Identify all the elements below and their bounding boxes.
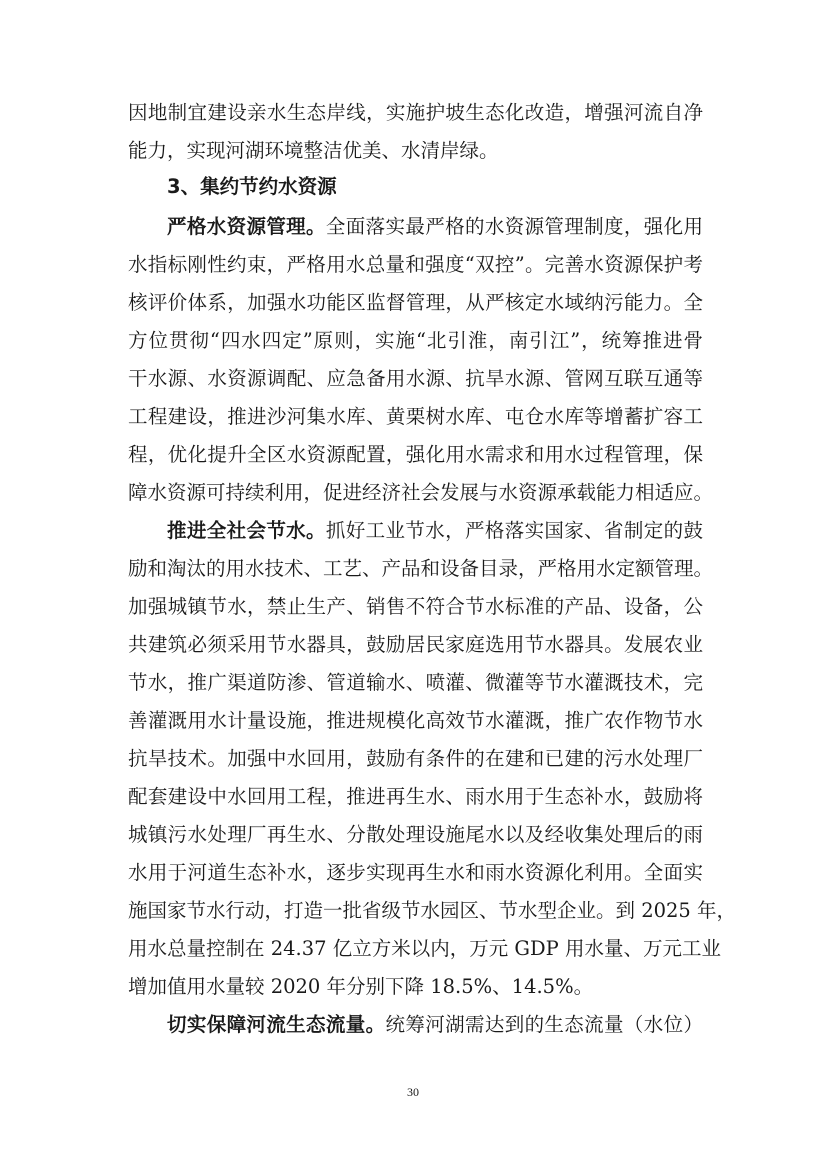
paragraph-3-line-8: 配套建设中水回用工程，推进再生水、雨水用于生态补水，鼓励将: [128, 785, 703, 808]
paragraph-3-line-2: 励和淘汰的用水技术、工艺、产品和设备目录，严格用水定额管理。: [128, 557, 714, 580]
paragraph-2-line-3: 核评价体系，加强水功能区监督管理，从严核定水域纳污能力。全: [128, 291, 703, 314]
paragraph-3-line-4: 共建筑必须采用节水器具，鼓励居民家庭选用节水器具。发展农业: [128, 633, 703, 656]
paragraph-2-line-5: 干水源、水资源调配、应急备用水源、抗旱水源、管网互联互通等: [128, 367, 703, 390]
paragraph-3-line-5: 节水，推广渠道防渗、管道输水、喷灌、微灌等节水灌溉技术，完: [128, 671, 703, 694]
paragraph-3-line-7: 抗旱技术。加强中水回用，鼓励有条件的在建和已建的污水处理厂: [128, 747, 703, 770]
paragraph-3-line-9: 城镇污水处理厂再生水、分散处理设施尾水以及经收集处理后的雨: [128, 823, 703, 846]
paragraph-3-line-10: 水用于河道生态补水，逐步实现再生水和雨水资源化利用。全面实: [128, 861, 703, 884]
paragraph-3-line-13: 增加值用水量较 2020 年分别下降 18.5%、14.5%。: [128, 975, 594, 998]
paragraph-4-first-line-text: 统筹河湖需达到的生态流量（水位）: [385, 1013, 703, 1036]
paragraph-2-line-8: 障水资源可持续利用，促进经济社会发展与水资源承载能力相适应。: [128, 481, 714, 504]
paragraph-3-line-3: 加强城镇节水，禁止生产、销售不符合节水标准的产品、设备，公: [128, 595, 703, 618]
paragraph-2-first-line-text: 全面落实最严格的水资源管理制度，强化用: [325, 215, 703, 238]
paragraph-1-line-1: 因地制宜建设亲水生态岸线，实施护坡生态化改造，增强河流自净: [128, 101, 703, 124]
paragraph-2-line-2: 水指标刚性约束，严格用水总量和强度“双控”。完善水资源保护考: [128, 253, 703, 276]
paragraph-3-line-12: 用水总量控制在 24.37 亿立方米以内，万元 GDP 用水量、万元工业: [128, 937, 721, 960]
paragraph-1-line-2: 能力，实现河湖环境整洁优美、水清岸绿。: [128, 139, 499, 162]
paragraph-2-line-1: [167, 212, 703, 242]
paragraph-4-lead: 切实保障河流生态流量。: [167, 1013, 386, 1036]
paragraph-2-lead: 严格水资源管理。: [167, 215, 326, 238]
section-heading: 3、集约节约水资源: [167, 175, 337, 198]
paragraph-3-line-11: 施国家节水行动，打造一批省级节水园区、节水型企业。到 2025 年，: [128, 899, 737, 922]
paragraph-3-line-1: [167, 516, 703, 546]
paragraph-3-lead: 推进全社会节水。: [167, 519, 326, 542]
paragraph-3-line-6: 善灌溉用水计量设施，推进规模化高效节水灌溉，推广农作物节水: [128, 709, 703, 732]
paragraph-4-line-1: [167, 1010, 703, 1040]
page-number: 30: [407, 1085, 419, 1099]
paragraph-3-first-line-text: 抓好工业节水，严格落实国家、省制定的鼓: [325, 519, 703, 542]
paragraph-2-line-6: 工程建设，推进沙河集水库、黄栗树水库、屯仓水库等增蓄扩容工: [128, 405, 703, 428]
paragraph-2-line-4: 方位贯彻“四水四定”原则，实施“北引淮，南引江”，统筹推进骨: [128, 329, 703, 352]
paragraph-2-line-7: 程，优化提升全区水资源配置，强化用水需求和用水过程管理，保: [128, 443, 703, 466]
